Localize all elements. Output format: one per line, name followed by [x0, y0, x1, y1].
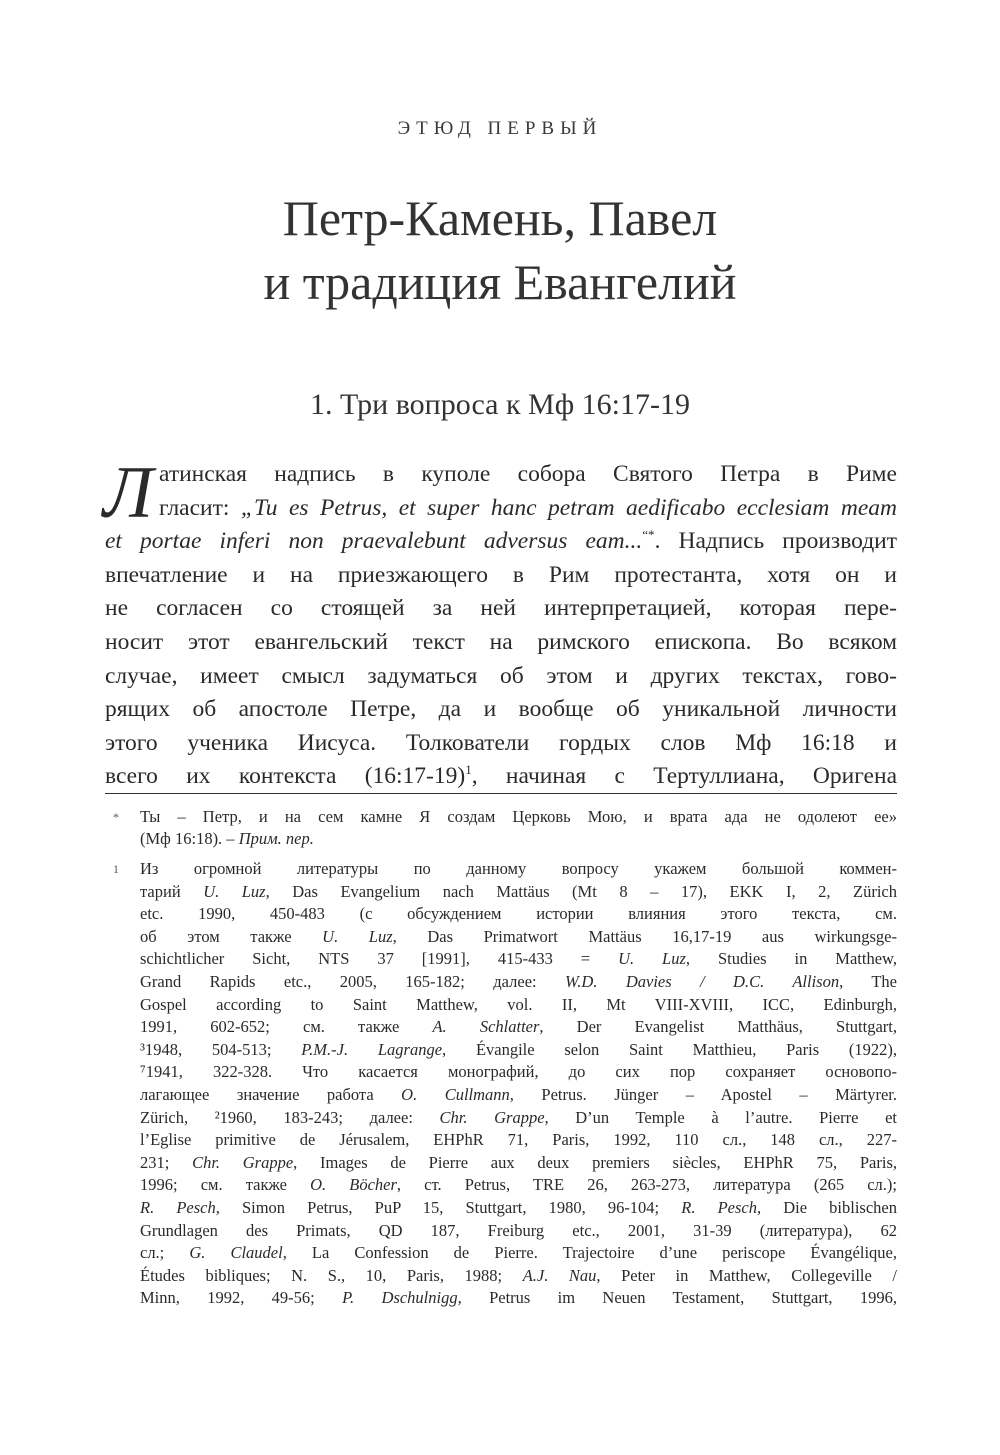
- footnote-star: [105, 806, 897, 850]
- body-line: носит этот евангельский текст на римского епископа. Во всяком: [105, 628, 897, 655]
- footnote-line: etc. 1990, 450-483 (с обсуждением истории влияния этого текста, см.: [140, 904, 897, 924]
- footnote-line: l’Eglise primitive de Jérusalem, EHPhR 71, Paris, 1992, 110 сл., 148 сл., 227-: [140, 1130, 897, 1150]
- footnote-line: Gospel according to Saint Matthew, vol. II, Mt VIII-XVIII, ICC, Edinburgh,: [140, 994, 897, 1014]
- chapter-title-line: и традиция Евангелий: [263, 254, 737, 310]
- chapter-title-line: Петр-Камень, Павел: [282, 190, 718, 246]
- chapter-title: [0, 186, 1000, 314]
- drop-cap: Л: [103, 452, 154, 534]
- footnote-line: лагающее значение работа O. Cullmann, Petrus. Jünger – Apostel – Märtyrer.: [140, 1084, 897, 1104]
- footnote-line: 1991, 602-652; см. также A. Schlatter, Der Evangelist Matthäus, Stuttgart,: [140, 1017, 898, 1037]
- body-line: всего их контекста (16:17-19)$^1$, начиная с Тертуллиана, Оригена: [105, 762, 897, 790]
- body-line: гласит: „Tu es Petrus, et super hanc petram aedificabo ecclesiam meam: [159, 494, 897, 521]
- footnote-line: 1996; см. также O. Böcher, ст. Petrus, TRE 26, 263-273, литература (265 сл.);: [140, 1175, 897, 1195]
- chapter-kicker: ЭТЮД ПЕРВЫЙ: [397, 118, 603, 139]
- body-line: не согласен со стоящей за ней интерпретацией, которая пере-: [105, 595, 897, 622]
- footnote-line: тарий U. Luz, Das Evangelium nach Mattäus (Mt 8 – 17), EKK I, 2, Zürich: [140, 881, 898, 901]
- footnote-line: ³1948, 504-513; P.M.-J. Lagrange, Évangile selon Saint Matthieu, Paris (1922),: [140, 1039, 898, 1059]
- footnote-mark: *: [113, 810, 119, 824]
- footnote-line: Minn, 1992, 49-56; P. Dschulnigg, Petrus im Neuen Testament, Stuttgart, 1996,: [140, 1288, 897, 1308]
- footnote-1: [105, 858, 897, 1310]
- footnote-line: ⁷1941, 322-328. Что касается монографий, до сих пор сохраняет основопо-: [140, 1062, 897, 1082]
- footnote-line: Ты – Петр, и на сем камне Я создам Церковь Мою, и врата ада не одолеют ее»: [140, 807, 897, 826]
- body-text: [103, 452, 898, 794]
- body-line: et portae inferi non praevalebunt adversus eam...“*. Надпись производит: [105, 527, 898, 555]
- body-line: рящих об апостоле Петре, да и вообще об уникальной личности: [105, 696, 897, 723]
- footnote-line: Из огромной литературы по данному вопросу укажем большой коммен-: [140, 859, 897, 878]
- footnote-line: R. Pesch, Simon Petrus, PuP 15, Stuttgart, 1980, 96-104; R. Pesch, Die biblischen: [140, 1197, 897, 1217]
- footnote-line: (Мф 16:18). – Прим. пер.: [140, 829, 314, 848]
- footnote-line: Grand Rapids etc., 2005, 165-182; далее: W.D. Davies / D.C. Allison, The: [140, 971, 897, 991]
- body-line: Л атинская надпись в куполе собора Святого Петра в Риме: [103, 452, 897, 534]
- footnote-line: schichtlicher Sicht, NTS 37 [1991], 415-433 = U. Luz, Studies in Matthew,: [140, 949, 897, 969]
- footnote-ref-1[interactable]: 1: [465, 762, 472, 778]
- footnote-mark: 1: [113, 862, 119, 876]
- footnote-ref-star[interactable]: “*: [642, 527, 655, 543]
- section-heading: 1. Три вопроса к Мф 16:17-19: [309, 388, 690, 421]
- body-line: этого ученика Иисуса. Толкователи гордых слов Мф 16:18 и: [105, 729, 897, 756]
- footnote-separator: [105, 793, 897, 794]
- footnote-line: Zürich, ²1960, 183-243; далее: Chr. Grappe, D’un Temple à l’autre. Pierre et: [140, 1107, 897, 1127]
- footnote-line: сл.; G. Claudel, La Confession de Pierre. Trajectoire d’une periscope Évangélique,: [140, 1243, 897, 1263]
- body-line: впечатление и на приезжающего в Рим протестанта, хотя он и: [105, 561, 897, 588]
- body-line: случае, имеет смысл задуматься об этом и других текстах, гово-: [105, 662, 897, 689]
- footnote-line: 231; Chr. Grappe, Images de Pierre aux deux premiers siècles, EHPhR 75, Paris,: [140, 1152, 897, 1172]
- footnote-line: Études bibliques; N. S., 10, Paris, 1988; A.J. Nau, Peter in Matthew, Collegeville /: [140, 1265, 897, 1285]
- footnote-line: об этом также U. Luz, Das Primatwort Mattäus 16,17-19 aus wirkungsge-: [140, 926, 897, 946]
- footnote-line: Grundlagen des Primats, QD 187, Freiburg etc., 2001, 31-39 (литература), 62: [140, 1220, 897, 1240]
